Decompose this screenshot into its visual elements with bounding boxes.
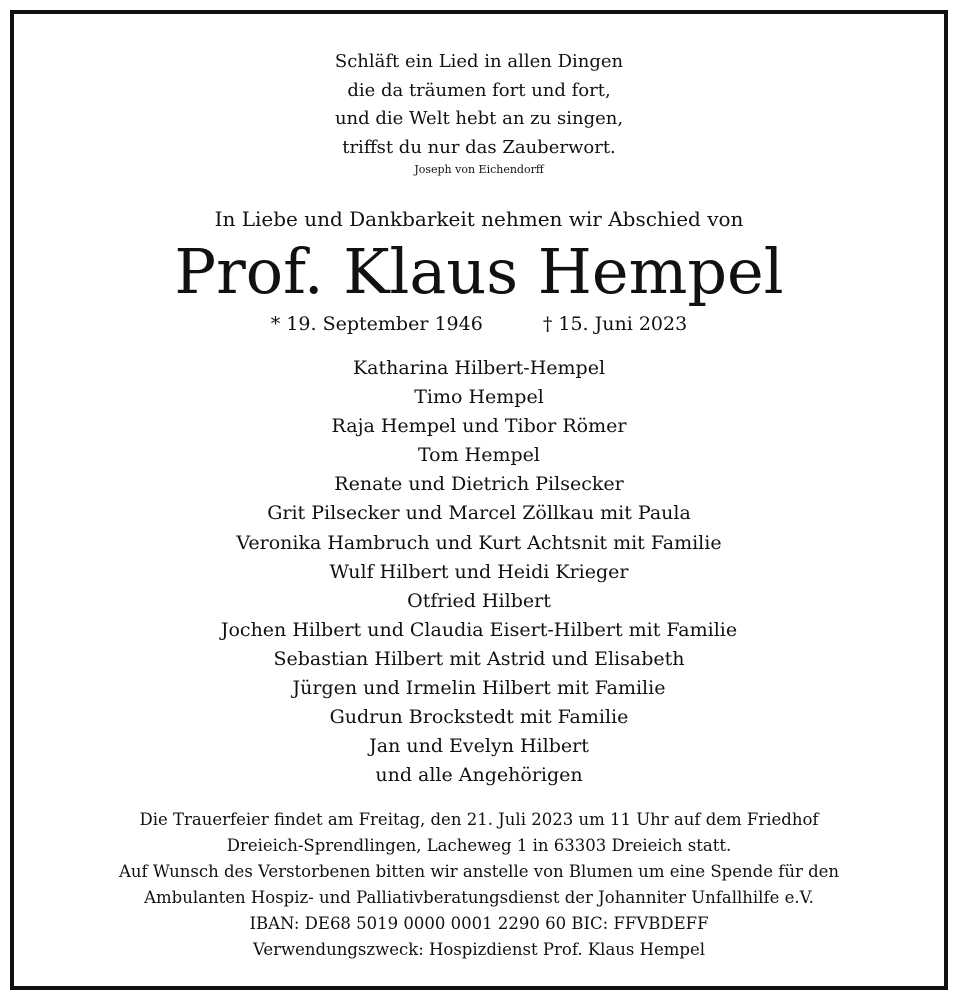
intro-text: In Liebe und Dankbarkeit nehmen wir Abschied von: [214, 207, 744, 231]
mourner: Sebastian Hilbert mit Astrid und Elisabeth: [273, 647, 685, 670]
life-dates: [0, 313, 958, 335]
mourner: Wulf Hilbert und Heidi Krieger: [329, 560, 629, 583]
mourner: Jochen Hilbert und Claudia Eisert-Hilbert mit Familie: [220, 618, 738, 641]
notice-line: Die Trauerfeier findet am Freitag, den 21. Juli 2023 um 11 Uhr auf dem Friedhof: [139, 810, 819, 829]
notice-line: Dreieich-Sprendlingen, Lacheweg 1 in 63303 Dreieich statt.: [226, 836, 732, 855]
mourner: und alle Angehörigen: [375, 764, 583, 787]
mourner: Veronika Hambruch und Kurt Achtsnit mit Familie: [236, 531, 722, 554]
notice-line: IBAN: DE68 5019 0000 0001 2290 60 BIC: FFVBDEFF: [249, 914, 709, 933]
notice-line: Verwendungszweck: Hospizdienst Prof. Klaus Hempel: [252, 940, 706, 959]
deceased-name: Prof. Klaus Hempel: [174, 235, 784, 308]
birth-date: * 19. September 1946: [270, 313, 483, 335]
mourner: Jürgen und Irmelin Hilbert mit Familie: [292, 677, 666, 700]
notice-line: Auf Wunsch des Verstorbenen bitten wir anstelle von Blumen um eine Spende für den: [118, 862, 840, 881]
mourner: Katharina Hilbert-Hempel: [352, 357, 606, 379]
poem-line: die da träumen fort und fort,: [347, 79, 611, 101]
notice-line: Ambulanten Hospiz- und Palliativberatungsdienst der Johanniter Unfallhilfe e.V.: [144, 888, 814, 907]
mourner: Otfried Hilbert: [407, 589, 551, 612]
mourners-list: [0, 354, 958, 790]
mourner: Gudrun Brockstedt mit Familie: [329, 706, 629, 729]
funeral-notice: [0, 807, 958, 963]
mourner: Tom Hempel: [417, 444, 540, 467]
death-date: † 15. Juni 2023: [542, 313, 688, 335]
mourner: Raja Hempel und Tibor Römer: [331, 415, 627, 438]
poem: [0, 48, 958, 162]
mourner: Timo Hempel: [414, 386, 544, 409]
poem-author: Joseph von Eichendorff: [414, 163, 544, 176]
poem-line: Schläft ein Lied in allen Dingen: [334, 51, 624, 72]
poem-line: triffst du nur das Zauberwort.: [342, 136, 616, 158]
mourner: Jan und Evelyn Hilbert: [369, 735, 589, 758]
mourner: Renate und Dietrich Pilsecker: [334, 473, 624, 496]
mourner: Grit Pilsecker und Marcel Zöllkau mit Paula: [267, 502, 691, 525]
poem-line: und die Welt hebt an zu singen,: [334, 108, 624, 129]
